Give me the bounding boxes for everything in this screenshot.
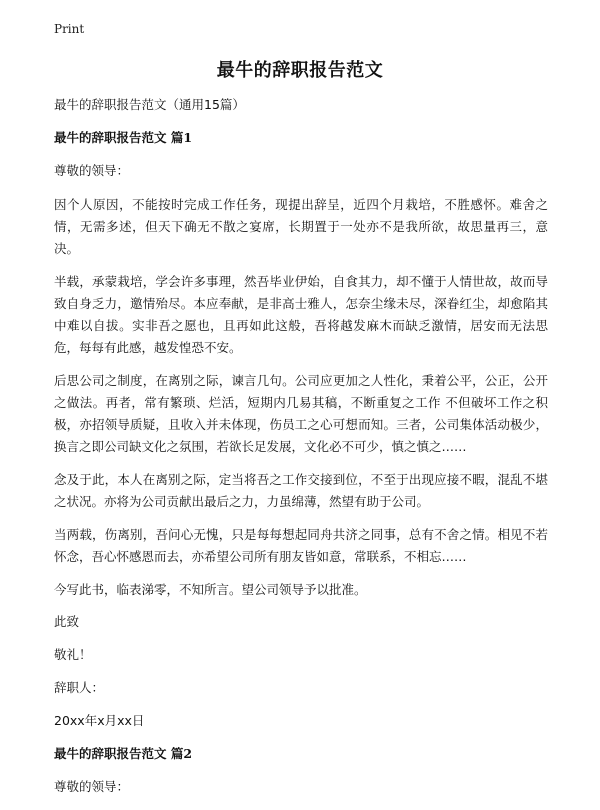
- paragraph: 念及于此，本人在离别之际，定当将吾之工作交接到位，不至于出现应接不暇，混乱不堪之状况。亦将为公司贡献出最后之力，力虽绵薄，然望有助于公司。: [54, 472, 548, 509]
- paragraph: 半载，承蒙栽培，学会许多事理，然吾毕业伊始，自食其力，却不懂于人情世故，故而导致自身乏力，邀情殆尽。本应奉献，是非高士雅人，怎奈尘缘未尽，深眷红尘，却愈陷其中难以自拔。实非吾之愿也，且再如此这般，吾将越发麻木而缺乏激情，居安而无法思危，每每有此感，越发惶恐不安。: [54, 274, 548, 355]
- paragraph: 今写此书，临表涕零，不知所言。望公司领导予以批准。: [54, 582, 367, 597]
- section-heading: 最牛的辞职报告范文 篇1: [54, 130, 193, 145]
- paragraph: 当两载，伤离别，吾问心无愧，只是每每想起同舟共济之同事，总有不舍之情。相见不若怀念，吾心怀感恩而去，亦希望公司所有朋友皆如意，常联系，不相忘……: [54, 527, 548, 564]
- signer-label: 辞职人：: [54, 680, 105, 695]
- document-subtitle: 最牛的辞职报告范文（通用15篇）: [54, 97, 245, 112]
- paragraph: 因个人原因，不能按时完成工作任务，现提出辞呈，近四个月栽培，不胜感怀。难舍之情，无需多述，但天下确无不散之宴席，长期置于一处亦不是我所欲，故思量再三，意决。: [54, 197, 548, 256]
- page-title: 最牛的辞职报告范文: [216, 60, 384, 81]
- section-heading: 最牛的辞职报告范文 篇2: [54, 746, 193, 761]
- print-label[interactable]: Print: [54, 22, 85, 36]
- closing-salute: 敬礼！: [54, 647, 92, 662]
- greeting: 尊敬的领导：: [54, 779, 130, 794]
- greeting: 尊敬的领导：: [54, 163, 130, 178]
- paragraph: 后思公司之制度，在离别之际，谏言几句。公司应更加之人性化，秉着公平，公正，公开之做法。再者，常有繁琐、烂活，短期内几易其稿，不断重复之工作 不但破坏工作之积极，亦招领导质疑，且收入并未体现，伤员工之心可想而知。三者，公司集体活动极少，换言之即公司缺文化之氛围，若欲长足发展，文化必不可少，慎之慎之……: [54, 373, 548, 454]
- date: 20xx年x月xx日: [54, 713, 145, 728]
- document-body: [54, 95, 548, 810]
- closing-line: 此致: [54, 614, 80, 629]
